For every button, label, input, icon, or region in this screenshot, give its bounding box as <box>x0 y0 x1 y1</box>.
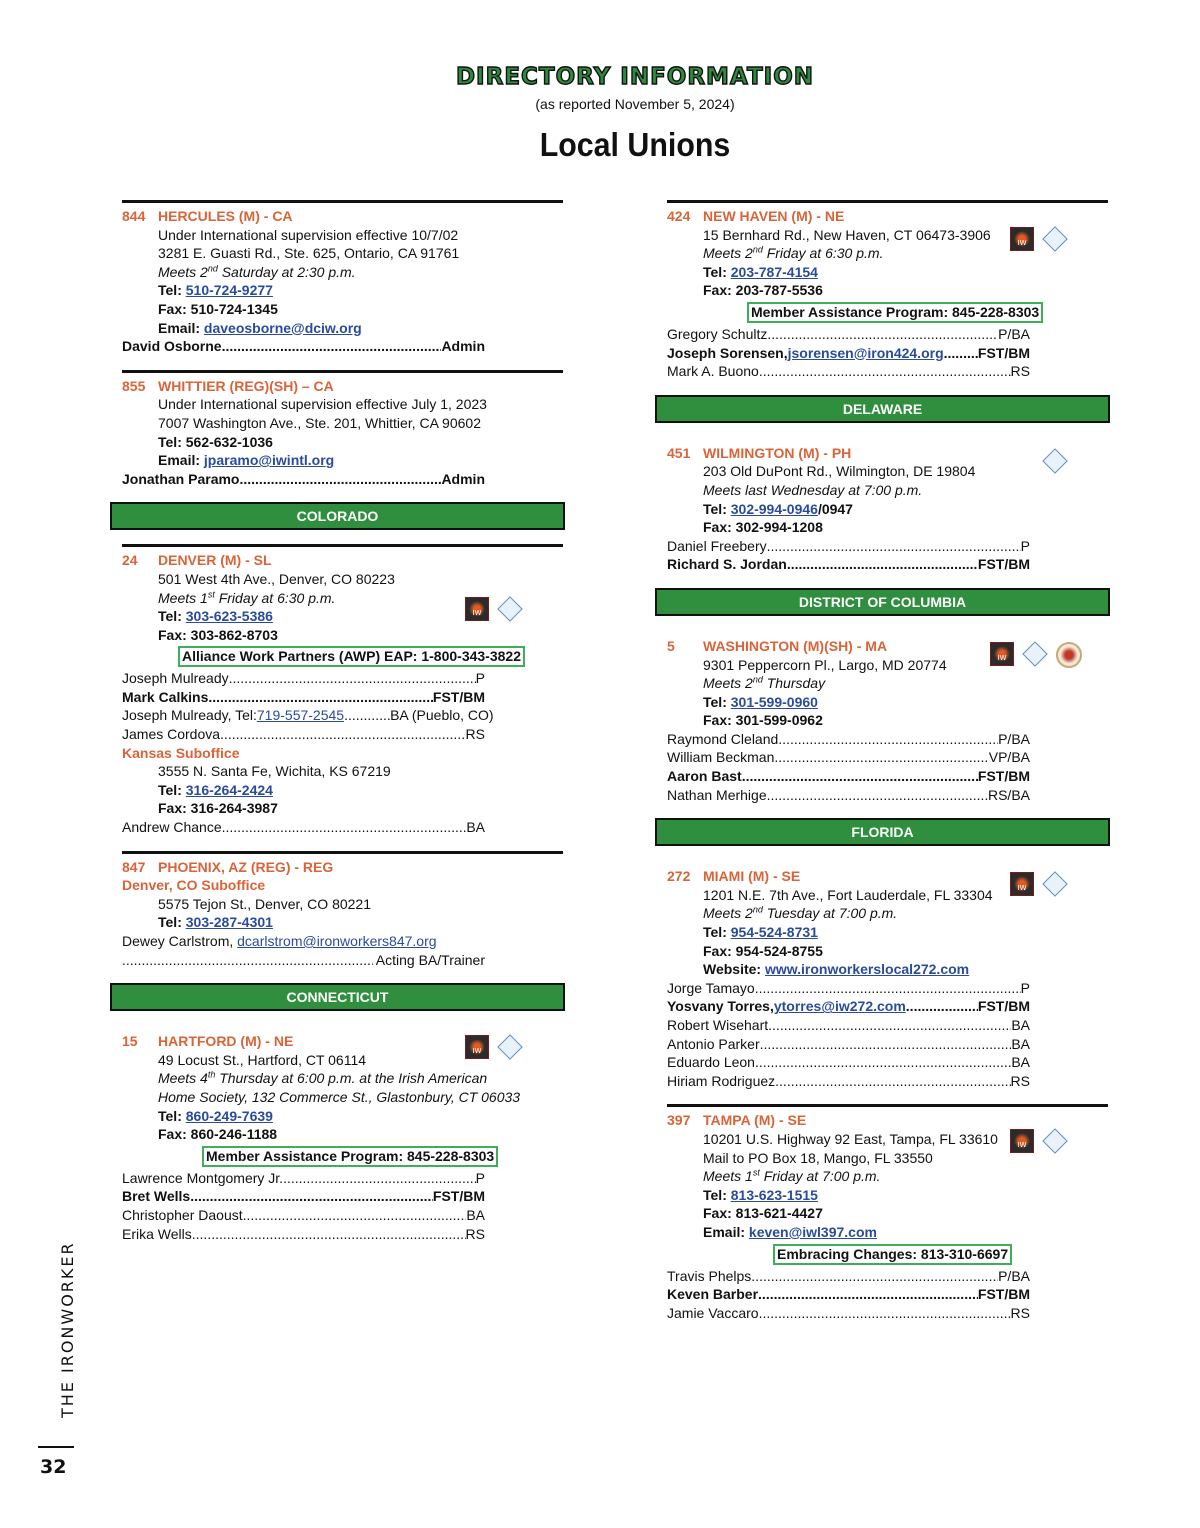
officer-row: Lawrence Montgomery Jr. ..... P <box>122 1169 485 1188</box>
supervision-note: Under International supervision effective 10/7/02 <box>158 226 459 243</box>
diamond-seal-icon <box>497 1034 522 1059</box>
address: 3281 E. Guasti Rd., Ste. 625, Ontario, CA 91761 <box>158 245 460 262</box>
diamond-seal-icon <box>1042 872 1067 897</box>
telephone: Tel: 562-632-1036 <box>158 433 273 450</box>
local-424 <box>667 200 1108 395</box>
telephone-link[interactable]: 510-724-9277 <box>185 282 273 299</box>
local-number: 397 <box>667 1112 691 1129</box>
email: Email: keven@iwl397.com <box>703 1223 877 1240</box>
affiliation-icons <box>1042 449 1068 473</box>
assistance-program-box: Alliance Work Partners (AWP) EAP: 1-800-343-3822 <box>178 646 525 667</box>
officer-row: Aaron Bast ..... FST/BM <box>667 767 1030 786</box>
local-number: 5 <box>667 637 675 654</box>
state-header-colorado: COLORADO <box>110 502 565 530</box>
local-5 <box>667 630 1108 818</box>
telephone: Tel: 203-787-4154 <box>703 263 818 280</box>
jatc-logo-icon <box>1010 1129 1034 1153</box>
local-name: WASHINGTON (M)(SH) - MA <box>703 637 888 654</box>
fax: Fax: 954-524-8755 <box>703 942 823 959</box>
meeting-time: Meets 2nd Saturday at 2:30 p.m. <box>158 263 356 280</box>
local-name: WHITTIER (REG)(SH) – CA <box>158 377 334 394</box>
email-link[interactable]: jparamo@iwintl.org <box>203 452 335 469</box>
right-column <box>655 200 1110 1336</box>
suboffice-heading: Kansas Suboffice <box>122 744 240 761</box>
contact-row: Dewey Carlstrom, dcarlstrom@ironworkers847.org <box>122 933 437 949</box>
officer-row: David Osborne ..... Admin <box>122 337 485 356</box>
address: 15 Bernhard Rd., New Haven, CT 06473-3906 <box>703 226 991 243</box>
page-number: 32 <box>40 1456 67 1478</box>
left-column <box>110 200 565 1257</box>
state-header-delaware: DELAWARE <box>655 395 1110 423</box>
address: 3555 N. Santa Fe, Wichita, KS 67219 <box>158 763 391 780</box>
telephone: Tel: 303-623-5386 <box>158 608 273 625</box>
officer-row: Christopher Daoust ..... BA <box>122 1206 485 1225</box>
local-heading <box>122 858 563 877</box>
meeting-time: Meets 1st Friday at 6:30 p.m. <box>158 588 336 606</box>
assistance-program-box: Embracing Changes: 813-310-6697 <box>773 1244 1012 1265</box>
officer-row: Richard S. Jordan ..... FST/BM <box>667 555 1030 574</box>
jatc-logo-icon <box>465 1035 489 1059</box>
fax: Fax: 860-246-1188 <box>158 1126 278 1143</box>
diamond-seal-icon <box>497 597 522 622</box>
address: 9301 Peppercorn Pl., Largo, MD 20774 <box>703 656 947 673</box>
meeting-location: Home Society, 132 Commerce St., Glastonbury, CT 06033 <box>158 1088 521 1105</box>
officer-row: Eduardo Leon ..... BA <box>667 1053 1030 1072</box>
officer-row: Jamie Vaccaro ..... RS <box>667 1304 1030 1323</box>
local-heading <box>122 377 563 396</box>
local-397 <box>667 1104 1108 1336</box>
fax: Fax: 303-862-8703 <box>158 626 278 643</box>
local-heading <box>122 207 563 226</box>
state-header-florida: FLORIDA <box>655 818 1110 846</box>
diamond-seal-icon <box>1042 226 1067 251</box>
assistance-program-box: Member Assistance Program: 845-228-8303 <box>747 302 1043 323</box>
local-855 <box>122 370 563 503</box>
jatc-logo-icon <box>990 642 1014 666</box>
officer-row: Raymond Cleland ..... P/BA <box>667 730 1030 749</box>
officer-row: Antonio Parker ..... BA <box>667 1035 1030 1054</box>
meeting-time: Meets 2nd Thursday <box>703 674 826 692</box>
local-name: NEW HAVEN (M) - NE <box>703 208 845 224</box>
telephone-link[interactable]: 303-287-4301 <box>185 914 273 931</box>
page-title: Local Unions <box>539 126 731 163</box>
address: 1201 N.E. 7th Ave., Fort Lauderdale, FL 33304 <box>703 886 993 903</box>
officer-row: William Beckman ..... VP/BA <box>667 748 1030 767</box>
telephone: Tel: 301-599-0960 <box>703 693 818 710</box>
telephone: Tel: 860-249-7639 <box>158 1107 273 1124</box>
officer-row: James Cordova ..... RS <box>122 725 485 744</box>
telephone-link[interactable]: 954-524-8731 <box>730 924 818 941</box>
section-title: DIRECTORY INFORMATION <box>455 64 815 90</box>
local-15 <box>122 1025 563 1257</box>
officer-row: Joseph Mulready, Tel: 719-557-2545 ..... BA (Pueblo, CO) <box>122 706 485 725</box>
officer-row: Travis Phelps ..... P/BA <box>667 1267 1030 1286</box>
officer-row: Jorge Tamayo ..... P <box>667 979 1030 998</box>
local-name: MIAMI (M) - SE <box>703 868 801 885</box>
officer-row: ..... Acting BA/Trainer <box>122 951 485 970</box>
officer-row: Yosvany Torres, ytorres@iw272.com ..... FST/BM <box>667 997 1030 1016</box>
officer-row: Erika Wells ..... RS <box>122 1225 485 1244</box>
page-header <box>0 64 1200 164</box>
email-link[interactable]: keven@iwl397.com <box>748 1223 877 1240</box>
officer-row: Daniel Freebery ..... P <box>667 537 1030 556</box>
affiliation-icons <box>1010 872 1068 896</box>
address: 203 Old DuPont Rd., Wilmington, DE 19804 <box>703 463 976 480</box>
email-link[interactable]: ytorres@iw272.com <box>773 998 906 1015</box>
fax: Fax: 316-264-3987 <box>158 800 278 817</box>
officer-row: Gregory Schultz ..... P/BA <box>667 325 1030 344</box>
local-name: TAMPA (M) - SE <box>703 1112 807 1129</box>
meeting-time: Meets 2nd Friday at 6:30 p.m. <box>703 244 884 262</box>
telephone-link[interactable]: 303-623-5386 <box>185 608 273 625</box>
affiliation-icons <box>1010 227 1068 251</box>
telephone: Tel: 954-524-8731 <box>703 924 818 941</box>
local-heading <box>667 207 1108 226</box>
report-date: (as reported November 5, 2024) <box>535 96 735 112</box>
fax: Fax: 302-994-1208 <box>703 519 823 536</box>
local-name: WILMINGTON (M) - PH <box>703 444 852 461</box>
local-847 <box>122 851 563 984</box>
meeting-time: Meets last Wednesday at 7:00 p.m. <box>703 481 923 498</box>
telephone: Tel: 813-623-1515 <box>703 1186 818 1203</box>
local-451 <box>667 437 1108 588</box>
local-number: 15 <box>122 1033 138 1050</box>
local-272 <box>667 860 1108 1104</box>
telephone-link[interactable]: 316-264-2424 <box>185 781 273 798</box>
jatc-logo-icon <box>1010 227 1034 251</box>
officer-row: Joseph Sorensen, jsorensen@iron424.org ..... FST/BM <box>667 344 1030 363</box>
affiliation-icons <box>1010 1129 1068 1153</box>
local-number: 844 <box>122 208 146 224</box>
address: 10201 U.S. Highway 92 East, Tampa, FL 33610 <box>703 1130 998 1147</box>
telephone-link[interactable]: 301-599-0960 <box>730 693 818 710</box>
website: Website: www.ironworkerslocal272.com <box>703 961 970 978</box>
local-number: 847 <box>122 858 146 875</box>
local-number: 855 <box>122 377 146 394</box>
local-name: DENVER (M) - SL <box>158 552 272 569</box>
officer-row: Mark A. Buono ..... RS <box>667 362 1030 381</box>
telephone: Tel: 316-264-2424 <box>158 781 273 798</box>
meeting-time: Meets 2nd Tuesday at 7:00 p.m. <box>703 904 898 922</box>
telephone-link[interactable]: 813-623-1515 <box>730 1186 818 1203</box>
telephone-link[interactable]: 203-787-4154 <box>730 263 818 280</box>
officer-row: Jonathan Paramo ..... Admin <box>122 470 485 489</box>
fax: Fax: 813-621-4427 <box>703 1205 823 1222</box>
email-link[interactable]: dcarlstrom@ironworkers847.org <box>237 933 437 949</box>
diamond-seal-icon <box>1022 641 1047 666</box>
officer-row: Joseph Mulready ..... P <box>122 669 485 688</box>
local-name: PHOENIX, AZ (REG) - REG <box>158 858 334 875</box>
email-link[interactable]: daveosborne@dciw.org <box>203 319 362 336</box>
meeting-time: Meets 4th Thursday at 6:00 p.m. at the Irish American <box>158 1069 488 1087</box>
diamond-seal-icon <box>1042 448 1067 473</box>
officer-row: Hiriam Rodriguez ..... RS <box>667 1072 1030 1091</box>
mailing-address: Mail to PO Box 18, Mango, FL 33550 <box>703 1149 933 1166</box>
address: 5575 Tejon St., Denver, CO 80221 <box>158 895 371 912</box>
officer-row: Nathan Merhige ..... RS/BA <box>667 786 1030 805</box>
fax: Fax: 203-787-5536 <box>703 282 823 299</box>
footer-rule <box>38 1446 74 1448</box>
email-link[interactable]: jsorensen@iron424.org <box>787 344 944 361</box>
local-844 <box>122 200 563 370</box>
local-name: HARTFORD (M) - NE <box>158 1033 294 1050</box>
affiliation-icons <box>990 642 1082 668</box>
telephone-link[interactable]: 302-994-0946 <box>730 500 818 517</box>
telephone: Tel: 302-994-0946/0947 <box>703 500 853 517</box>
round-seal-icon <box>1056 642 1082 668</box>
assistance-program-box: Member Assistance Program: 845-228-8303 <box>202 1146 498 1167</box>
local-number: 451 <box>667 444 691 461</box>
telephone-link[interactable]: 860-249-7639 <box>185 1107 273 1124</box>
state-header-district-of-columbia: DISTRICT OF COLUMBIA <box>655 588 1110 616</box>
website-link[interactable]: www.ironworkerslocal272.com <box>764 961 970 978</box>
state-header-connecticut: CONNECTICUT <box>110 983 565 1011</box>
jatc-logo-icon <box>465 597 489 621</box>
publication-sidebar <box>38 1240 78 1420</box>
affiliation-icons <box>465 1035 523 1059</box>
local-number: 424 <box>667 208 691 224</box>
officer-telephone-link[interactable]: 719-557-2545 <box>256 707 345 724</box>
publication-name: THE IRONWORKER <box>58 1241 77 1418</box>
local-heading <box>667 1111 1108 1130</box>
meeting-time: Meets 1st Friday at 7:00 p.m. <box>703 1167 881 1185</box>
jatc-logo-icon <box>1010 872 1034 896</box>
officer-row: Bret Wells ..... FST/BM <box>122 1187 485 1206</box>
local-number: 272 <box>667 868 691 885</box>
affiliation-icons <box>465 597 523 621</box>
fax: Fax: 301-599-0962 <box>703 712 823 729</box>
fax: Fax: 510-724-1345 <box>158 300 278 317</box>
supervision-note: Under International supervision effective July 1, 2023 <box>158 396 487 413</box>
email: Email: jparamo@iwintl.org <box>158 452 335 469</box>
local-heading <box>122 551 563 570</box>
officer-row: Robert Wisehart ..... BA <box>667 1016 1030 1035</box>
local-24 <box>122 544 563 850</box>
local-name: HERCULES (M) - CA <box>158 208 293 224</box>
address: 49 Locust St., Hartford, CT 06114 <box>158 1051 367 1068</box>
email: Email: daveosborne@dciw.org <box>158 319 362 336</box>
officer-row: Keven Barber ..... FST/BM <box>667 1285 1030 1304</box>
officer-row: Mark Calkins ..... FST/BM <box>122 688 485 707</box>
telephone: Tel: 510-724-9277 <box>158 282 273 299</box>
telephone: Tel: 303-287-4301 <box>158 914 273 931</box>
suboffice-heading: Denver, CO Suboffice <box>122 877 266 894</box>
address: 501 West 4th Ave., Denver, CO 80223 <box>158 570 395 587</box>
diamond-seal-icon <box>1042 1129 1067 1154</box>
officer-row: Andrew Chance ..... BA <box>122 818 485 837</box>
address: 7007 Washington Ave., Ste. 201, Whittier, CA 90602 <box>158 414 481 431</box>
local-number: 24 <box>122 552 138 569</box>
